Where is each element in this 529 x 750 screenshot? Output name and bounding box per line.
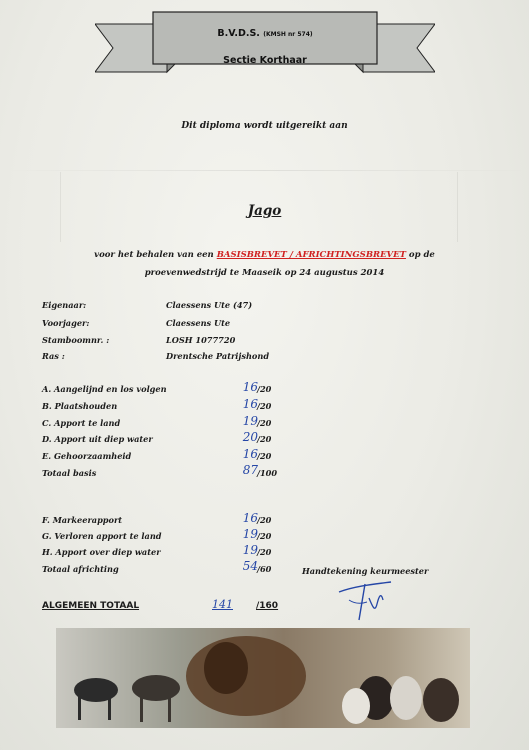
score-max-c: /20 (257, 418, 272, 428)
score-value-e: 16 (242, 447, 258, 461)
score-max-a: /20 (257, 384, 272, 394)
section-title: Sectie Korthaar (223, 55, 307, 66)
africhting-total-label: Totaal africhting (42, 564, 119, 574)
score-max-f: /20 (257, 515, 272, 525)
score-value-a: 16 (242, 380, 258, 394)
handler-value: Claessens Ute (166, 318, 231, 328)
score-label-d: D. Apport uit diep water (42, 434, 153, 444)
score-label-h: H. Apport over diep water (42, 547, 161, 557)
ribbon-banner (95, 10, 435, 80)
score-value-h: 19 (242, 543, 258, 557)
score-max-b: /20 (257, 401, 272, 411)
dogs-photo-banner (56, 628, 470, 728)
score-max-d: /20 (257, 434, 272, 444)
basis-total-max: /100 (257, 468, 278, 478)
score-label-b: B. Plaatshouden (42, 401, 118, 411)
org-note: (KMSH nr 574) (263, 31, 313, 38)
score-value-c: 19 (242, 414, 258, 428)
score-label-c: C. Apport te land (42, 418, 121, 428)
basis-total-value: 87 (242, 463, 258, 477)
score-value-f: 16 (242, 511, 258, 525)
achievement-line-2: proevenwedstrijd te Maaseik op 24 augustus 2014 (144, 268, 385, 278)
achievement-suffix: op de (408, 250, 435, 260)
score-value-d: 20 (242, 430, 258, 444)
breed-label: Ras : (42, 351, 65, 361)
achievement-line-1 (0, 250, 529, 260)
score-label-e: E. Gehoorzaamheid (42, 451, 132, 461)
africhting-total-value: 54 (242, 559, 258, 573)
grand-total-max: /160 (256, 601, 279, 611)
basis-total-label: Totaal basis (42, 468, 97, 478)
score-value-b: 16 (242, 397, 258, 411)
brevet-type: BASISBREVET / AFRICHTINGSBREVET (216, 250, 406, 260)
signature-label: Handtekening keurmeester (302, 566, 429, 576)
score-label-f: F. Markeerapport (42, 515, 123, 525)
score-max-e: /20 (257, 451, 272, 461)
grand-total-value: 141 (212, 598, 233, 611)
score-max-h: /20 (257, 547, 272, 557)
score-label-a: A. Aangelijnd en los volgen (42, 384, 167, 394)
owner-value: Claessens Ute (47) (166, 300, 253, 310)
awarded-text: Dit diploma wordt uitgereikt aan (181, 121, 348, 131)
score-value-g: 19 (242, 527, 258, 541)
score-max-g: /20 (257, 531, 272, 541)
org-name: B.V.D.S. (217, 28, 260, 39)
handler-label: Voorjager: (42, 318, 90, 328)
africhting-total-max: /60 (257, 564, 272, 574)
pedigree-value: LOSH 1077720 (166, 335, 236, 345)
grand-total-label: ALGEMEEN TOTAAL (42, 601, 140, 611)
paper-fold (0, 170, 529, 171)
achievement-prefix: voor het behalen van een (94, 250, 214, 260)
dog-name: Jago (247, 203, 282, 219)
score-label-g: G. Verloren apport te land (42, 531, 162, 541)
pedigree-label: Stamboomnr. : (42, 335, 110, 345)
breed-value: Drentsche Patrijshond (166, 351, 270, 361)
org-title (165, 28, 365, 39)
judge-signature (335, 578, 395, 622)
owner-label: Eigenaar: (42, 300, 87, 310)
